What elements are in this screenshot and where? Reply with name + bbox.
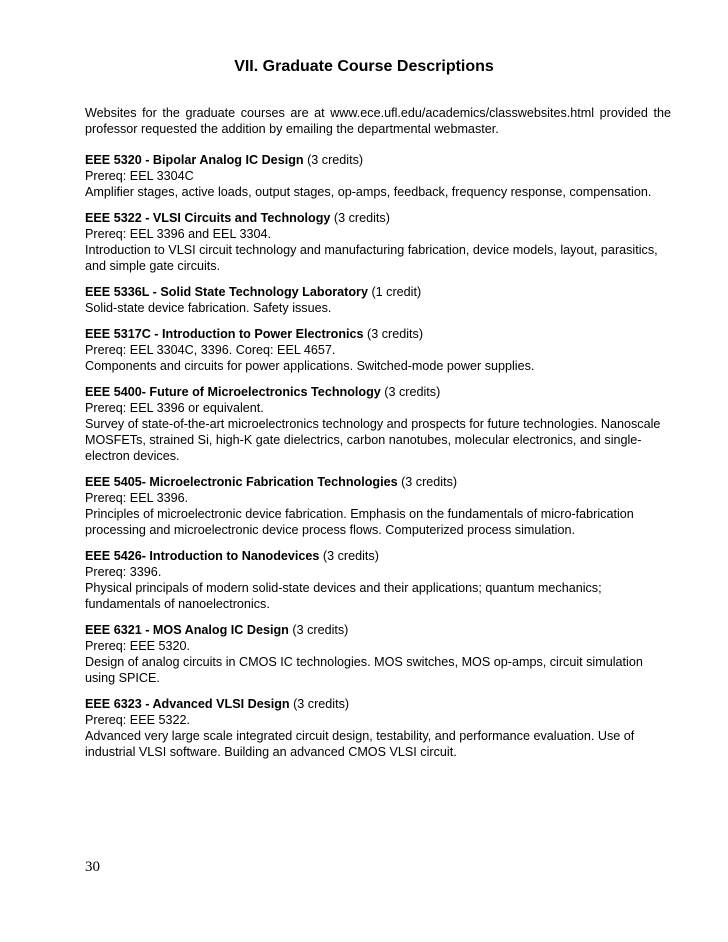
course-prereq: Prereq: EEL 3396 and EEL 3304.	[85, 227, 272, 241]
course-title: EEE 5405- Microelectronic Fabrication Technologies	[85, 475, 398, 489]
course-credits: (3 credits)	[363, 327, 424, 341]
course-heading	[85, 210, 675, 226]
course-list	[85, 152, 675, 770]
course-credits: (3 credits)	[380, 385, 441, 399]
course-title: EEE 6323 - Advanced VLSI Design	[85, 697, 290, 711]
course-prereq: Prereq: EEE 5320.	[85, 639, 191, 653]
course-title: EEE 5322 - VLSI Circuits and Technology	[85, 211, 331, 225]
course-title: EEE 5320 - Bipolar Analog IC Design	[85, 153, 304, 167]
course-heading	[85, 152, 675, 168]
course-heading	[85, 474, 675, 490]
course-description: Solid-state device fabrication. Safety issues.	[85, 301, 332, 315]
course-credits: (1 credit)	[367, 285, 422, 299]
course-description: Amplifier stages, active loads, output stages, op-amps, feedback, frequency response, compensation.	[85, 185, 652, 199]
course-heading	[85, 284, 675, 300]
course-description: Design of analog circuits in CMOS IC technologies. MOS switches, MOS op-amps, circuit simulation using SPICE.	[85, 655, 643, 685]
course-entry	[85, 210, 675, 274]
course-description: Principles of microelectronic device fabrication. Emphasis on the fundamentals of micro-fabrication processing and microelectronic device process flows. Computerized process simulation.	[85, 507, 634, 537]
course-entry	[85, 384, 675, 464]
course-heading	[85, 384, 675, 400]
course-credits: (3 credits)	[330, 211, 390, 225]
course-heading	[85, 622, 675, 638]
course-entry	[85, 696, 675, 760]
intro-paragraph: Websites for the graduate courses are at www.ece.ufl.edu/academics/classwebsites.html provided the professor requested the addition by emailing the departmental webmaster.	[85, 106, 671, 136]
course-prereq: Prereq: 3396.	[85, 565, 162, 579]
course-description: Introduction to VLSI circuit technology and manufacturing fabrication, device models, layout, parasitics, and simple gate circuits.	[85, 243, 658, 273]
course-prereq: Prereq: EEL 3396 or equivalent.	[85, 401, 264, 415]
page-title: VII. Graduate Course Descriptions	[234, 58, 494, 75]
page-number: 30	[85, 859, 100, 875]
course-description: Physical principals of modern solid-state devices and their applications; quantum mechanics; fundamentals of nanoelectronics.	[85, 581, 602, 611]
course-credits: (3 credits)	[288, 623, 349, 637]
course-entry	[85, 622, 675, 686]
course-description: Components and circuits for power applications. Switched-mode power supplies.	[85, 359, 535, 373]
course-prereq: Prereq: EEL 3304C, 3396. Coreq: EEL 4657.	[85, 343, 336, 357]
course-credits: (3 credits)	[303, 153, 364, 167]
course-title: EEE 5400- Future of Microelectronics Technology	[85, 385, 381, 399]
course-entry	[85, 326, 675, 374]
course-prereq: Prereq: EEL 3396.	[85, 491, 189, 505]
course-entry	[85, 474, 675, 538]
course-entry	[85, 284, 675, 316]
course-prereq: Prereq: EEL 3304C	[85, 169, 194, 183]
course-heading	[85, 326, 675, 342]
course-prereq: Prereq: EEE 5322.	[85, 713, 191, 727]
course-credits: (3 credits)	[319, 549, 379, 563]
course-heading	[85, 548, 675, 564]
course-title: EEE 5426- Introduction to Nanodevices	[85, 549, 320, 563]
course-credits: (3 credits)	[397, 475, 458, 489]
course-heading	[85, 696, 675, 712]
course-credits: (3 credits)	[289, 697, 350, 711]
course-entry	[85, 548, 675, 612]
course-title: EEE 6321 - MOS Analog IC Design	[85, 623, 289, 637]
course-title: EEE 5336L - Solid State Technology Laboratory	[85, 285, 368, 299]
course-description: Survey of state-of-the-art microelectronics technology and prospects for future technologies. Nanoscale MOSFETs, strained Si, high-K gate dielectrics, carbon nanotubes, molecular electronics, and single-electron devices.	[85, 417, 661, 463]
course-entry	[85, 152, 675, 200]
course-description: Advanced very large scale integrated circuit design, testability, and performance evaluation. Use of industrial VLSI software. Building an advanced CMOS VLSI circuit.	[85, 729, 635, 759]
course-title: EEE 5317C - Introduction to Power Electronics	[85, 327, 364, 341]
